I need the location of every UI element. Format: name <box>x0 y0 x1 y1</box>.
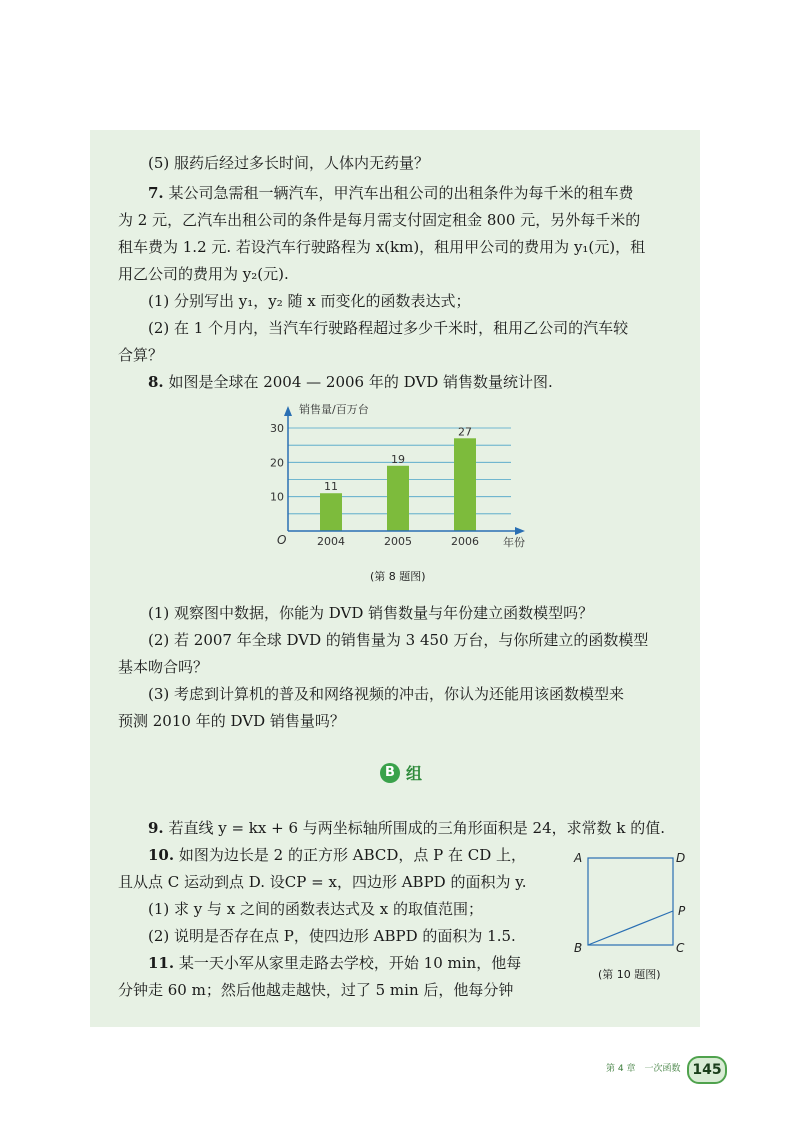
x-tick-label: 2006 <box>451 535 479 548</box>
text-line: (2) 若 2007 年全球 DVD 的销售量为 3 450 万台，与你所建立的函数模型 <box>148 631 649 649</box>
text-line: 某公司急需租一辆汽车，甲汽车出租公司的出租条件为每千米的租车费 <box>168 184 634 202</box>
vertex-b-label: B <box>574 941 583 955</box>
bar-value-label: 19 <box>391 452 405 466</box>
chapter-footer: 第 4 章 一次函数 <box>606 1064 681 1074</box>
problem-number: 10. <box>148 846 175 864</box>
problem-number: 9. <box>148 819 164 837</box>
text-line: (1) 求 y 与 x 之间的函数表达式及 x 的取值范围； <box>148 900 484 918</box>
text-line: 基本吻合吗？ <box>118 658 209 676</box>
y-axis-label: 销售量/百万台 <box>299 403 369 416</box>
problem-11-line <box>148 953 521 973</box>
group-b-heading <box>380 761 422 784</box>
text-line: (1) 观察图中数据，你能为 DVD 销售数量与年份建立函数模型吗？ <box>148 604 594 622</box>
problem-9-line <box>148 818 665 838</box>
problem-8-line <box>148 372 553 392</box>
x-axis-arrow <box>515 527 525 535</box>
segment-bp <box>588 911 673 945</box>
text-line: 且从点 C 运动到点 D. 设CP = x，四边形 ABPD 的面积为 y. <box>118 873 527 891</box>
text-line: 租车费为 1.2 元. 若设汽车行驶路程为 x(km)，租用甲公司的费用为 y₁(元)，租 <box>118 238 646 256</box>
problem-7-line <box>148 183 633 203</box>
bar-2006 <box>454 438 476 531</box>
origin-label: O <box>277 533 287 547</box>
bar-2005 <box>387 466 409 531</box>
y-tick-label: 30 <box>270 422 284 435</box>
y-tick-label: 20 <box>270 456 284 470</box>
square-abcd-figure <box>568 848 693 960</box>
x-axis-label: 年份 <box>503 536 525 549</box>
figure-8-caption: (第 8 题图) <box>370 570 426 583</box>
text-line: 如图是全球在 2004 — 2006 年的 DVD 销售数量统计图. <box>168 373 553 391</box>
dvd-sales-chart <box>265 398 545 558</box>
text-line: 若直线 y = kx + 6 与两坐标轴所围成的三角形面积是 24，求常数 k 的值. <box>168 819 666 837</box>
text-line: (1) 分别写出 y₁，y₂ 随 x 而变化的函数表达式； <box>148 292 471 310</box>
y-tick-label: 10 <box>270 490 284 504</box>
vertex-a-label: A <box>574 851 583 865</box>
bar-2004 <box>320 493 342 531</box>
group-b-label: 组 <box>406 764 423 783</box>
text-line: 合算？ <box>118 346 164 364</box>
text-line: (2) 在 1 个月内，当汽车行驶路程超过多少千米时，租用乙公司的汽车较 <box>148 319 629 337</box>
text-line: 如图为边长是 2 的正方形 ABCD，点 P 在 CD 上， <box>178 846 527 864</box>
text-line: 某一天小军从家里走路去学校，开始 10 min，他每 <box>178 954 522 972</box>
text-line: 预测 2010 年的 DVD 销售量吗？ <box>118 712 345 730</box>
page-number: 145 <box>687 1056 727 1084</box>
bar-value-label: 11 <box>324 480 338 494</box>
text-line: (5) 服药后经过多长时间，人体内无药量？ <box>148 154 430 172</box>
text-line: 分钟走 60 m；然后他越走越快，过了 5 min 后，他每分钟 <box>118 981 514 999</box>
y-axis-arrow <box>284 406 292 416</box>
problem-number: 11. <box>148 954 175 972</box>
vertex-d-label: D <box>676 851 686 865</box>
square-outline <box>588 858 673 945</box>
bar-value-label: 27 <box>458 425 472 439</box>
text-line: (3) 考虑到计算机的普及和网络视频的冲击，你认为还能用该函数模型来 <box>148 685 625 703</box>
problem-10-line <box>148 845 526 865</box>
text-line: 为 2 元，乙汽车出租公司的条件是每月需支付固定租金 800 元，另外每千米的 <box>118 211 641 229</box>
point-p-label: P <box>678 904 686 918</box>
figure-10-caption: (第 10 题图) <box>598 968 661 981</box>
problem-number: 7. <box>148 184 164 202</box>
vertex-c-label: C <box>676 941 685 955</box>
x-tick-label: 2005 <box>384 535 412 548</box>
group-b-badge: B <box>380 763 400 783</box>
text-line: 用乙公司的费用为 y₂(元). <box>118 265 289 283</box>
problem-number: 8. <box>148 373 164 391</box>
x-tick-label: 2004 <box>317 535 345 548</box>
text-line: (2) 说明是否存在点 P，使四边形 ABPD 的面积为 1.5. <box>148 927 516 945</box>
